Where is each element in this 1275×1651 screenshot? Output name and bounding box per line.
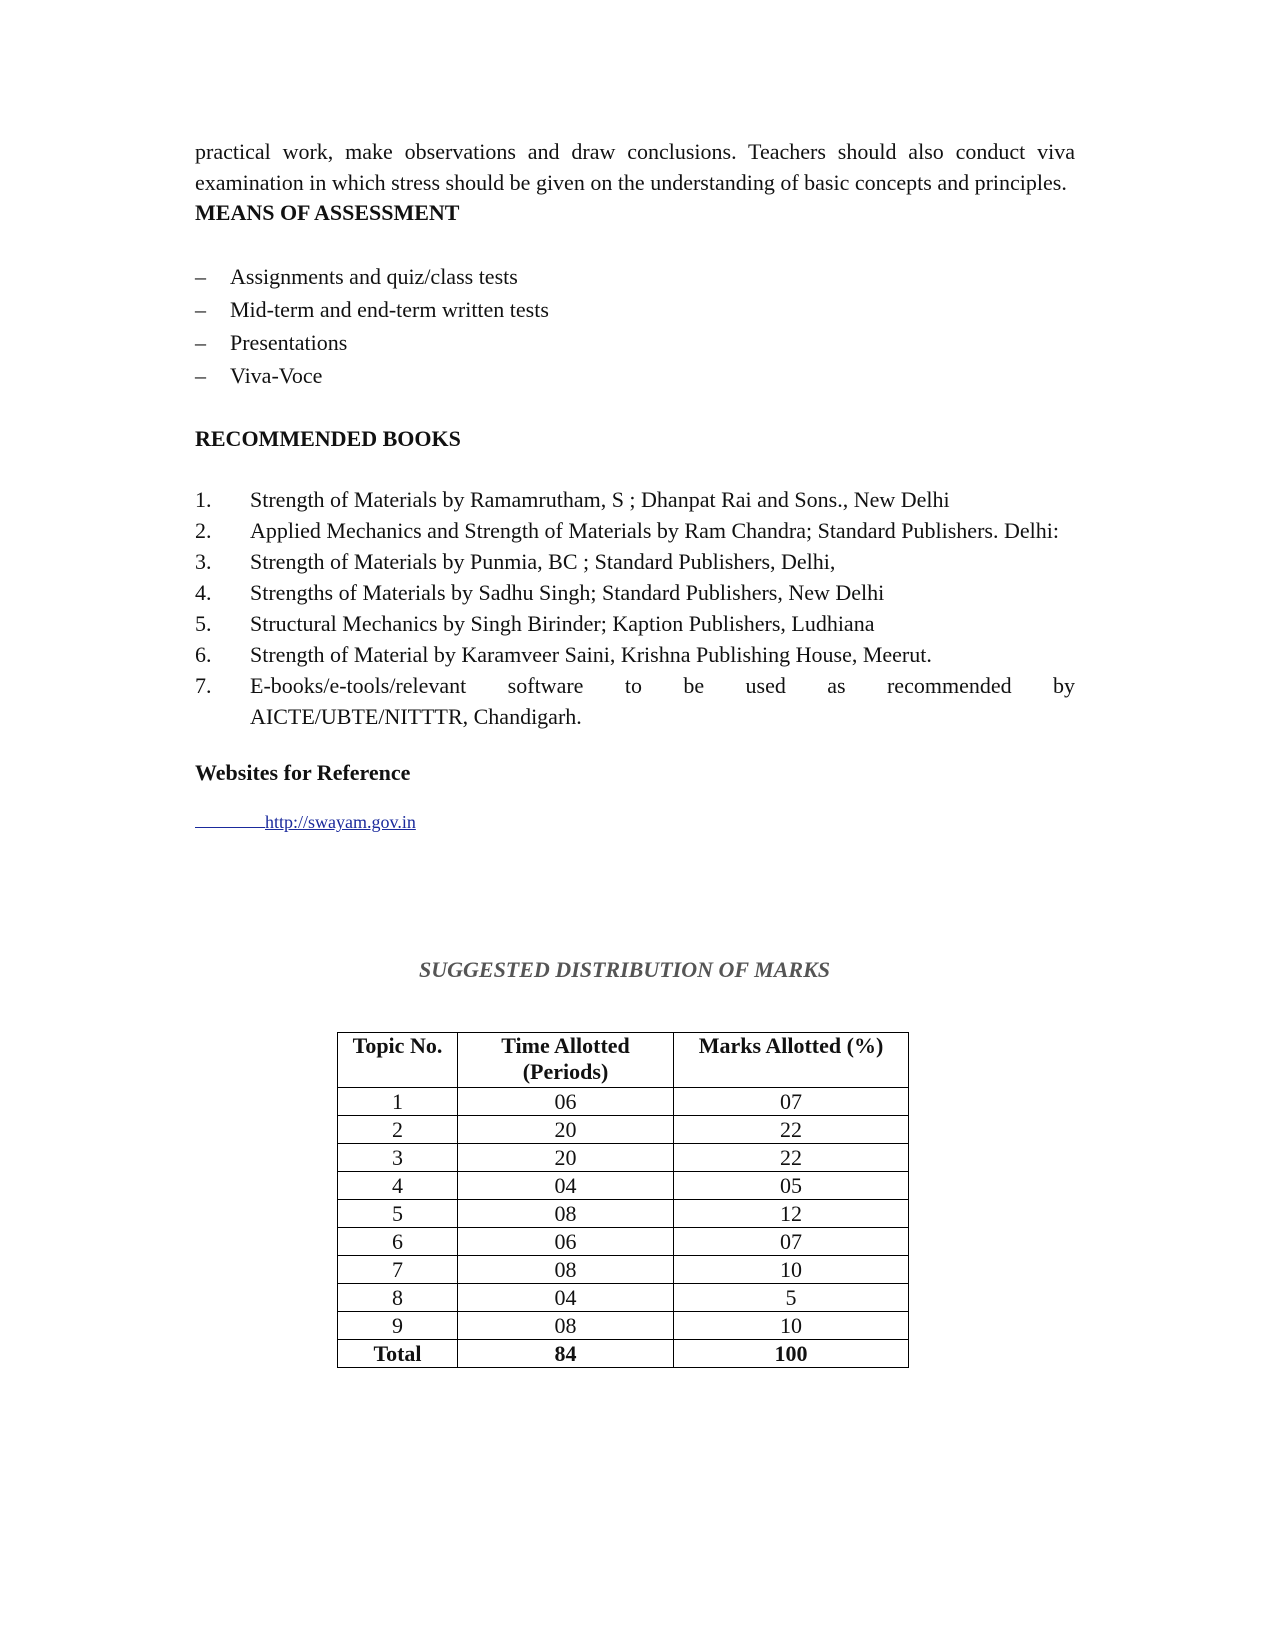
list-item: [195, 515, 1075, 546]
list-item: [195, 293, 1075, 326]
list-item: [195, 326, 1075, 359]
table-row: [338, 1256, 909, 1284]
table-row: [338, 1200, 909, 1228]
cell-time: 08: [458, 1312, 674, 1340]
cell-time: 20: [458, 1144, 674, 1172]
book-number: 5.: [195, 611, 212, 636]
cell-time: 08: [458, 1256, 674, 1284]
book-title: Strength of Materials by Ramamrutham, S ; Dhanpat Rai and Sons., New Delhi: [250, 487, 950, 512]
book-number: 6.: [195, 642, 212, 667]
cell-time: 06: [458, 1088, 674, 1116]
cell-marks: 07: [674, 1228, 909, 1256]
cell-topic: 6: [338, 1228, 458, 1256]
dash-bullet: –: [195, 297, 206, 322]
header-time-line: Time Allotted: [501, 1033, 630, 1058]
cell-topic: 8: [338, 1284, 458, 1312]
website-link-row: [195, 810, 1075, 834]
assessment-item: Presentations: [230, 330, 348, 355]
table-row: [338, 1088, 909, 1116]
cell-marks: 22: [674, 1116, 909, 1144]
dash-bullet: –: [195, 363, 206, 388]
cell-topic: 7: [338, 1256, 458, 1284]
cell-marks: 07: [674, 1088, 909, 1116]
books-heading: RECOMMENDED BOOKS: [195, 426, 461, 451]
book-title-line: AICTE/UBTE/NITTTR, Chandigarh.: [250, 704, 582, 729]
list-item: [195, 608, 1075, 639]
website-link[interactable]: http://swayam.gov.in: [265, 812, 416, 832]
cell-total-marks: 100: [674, 1340, 909, 1368]
table-title: SUGGESTED DISTRIBUTION OF MARKS: [419, 957, 830, 982]
assessment-item: Assignments and quiz/class tests: [230, 264, 518, 289]
cell-marks: 10: [674, 1256, 909, 1284]
table-row: [338, 1144, 909, 1172]
websites-heading: Websites for Reference: [195, 760, 411, 785]
assessment-item: Mid-term and end-term written tests: [230, 297, 549, 322]
book-title: Strength of Materials by Punmia, BC ; Standard Publishers, Delhi,: [250, 549, 836, 574]
book-number: 7.: [195, 673, 212, 698]
cell-marks: 10: [674, 1312, 909, 1340]
table-row: [338, 1228, 909, 1256]
list-item: [195, 260, 1075, 293]
cell-topic: 9: [338, 1312, 458, 1340]
cell-topic: 1: [338, 1088, 458, 1116]
cell-marks: 12: [674, 1200, 909, 1228]
list-item: [195, 639, 1075, 670]
cell-total-label: Total: [338, 1340, 458, 1368]
table-row: [338, 1312, 909, 1340]
cell-topic: 3: [338, 1144, 458, 1172]
book-title: Applied Mechanics and Strength of Materials by Ram Chandra; Standard Publishers. Delhi:: [250, 518, 1059, 543]
list-item: [195, 670, 1075, 732]
cell-topic: 2: [338, 1116, 458, 1144]
cell-topic: 4: [338, 1172, 458, 1200]
book-title: Structural Mechanics by Singh Birinder; Kaption Publishers, Ludhiana: [250, 611, 875, 636]
book-number: 4.: [195, 580, 212, 605]
cell-time: 08: [458, 1200, 674, 1228]
cell-marks: 22: [674, 1144, 909, 1172]
book-number: 3.: [195, 549, 212, 574]
list-item: [195, 546, 1075, 577]
cell-topic: 5: [338, 1200, 458, 1228]
intro-paragraph: practical work, make observations and draw conclusions. Teachers should also conduct viva examination in which stress should be given on the understanding of basic concepts and principles.: [195, 139, 1075, 195]
cell-marks: 5: [674, 1284, 909, 1312]
book-title-line: E-books/e-tools/relevant software to be used as recommended by: [250, 673, 1075, 698]
header-topic: Topic No.: [338, 1033, 458, 1088]
cell-time: 20: [458, 1116, 674, 1144]
assessment-item: Viva-Voce: [230, 363, 323, 388]
header-time-line: (Periods): [522, 1059, 609, 1084]
cell-marks: 05: [674, 1172, 909, 1200]
book-title-block: [250, 670, 1075, 732]
book-title: Strengths of Materials by Sadhu Singh; Standard Publishers, New Delhi: [250, 580, 885, 605]
table-row: [338, 1116, 909, 1144]
cell-time: 04: [458, 1172, 674, 1200]
list-item: [195, 484, 1075, 515]
header-time: [458, 1033, 674, 1088]
assessment-list: [195, 260, 1075, 392]
cell-total-time: 84: [458, 1340, 674, 1368]
dash-bullet: –: [195, 330, 206, 355]
marks-distribution-table: [337, 1032, 909, 1368]
books-list: [195, 484, 1075, 732]
book-title: Strength of Material by Karamveer Saini, Krishna Publishing House, Meerut.: [250, 642, 932, 667]
book-number: 2.: [195, 518, 212, 543]
table-total-row: [338, 1340, 909, 1368]
table-header-row: [338, 1033, 909, 1088]
link-underline-gap: [195, 813, 265, 828]
cell-time: 04: [458, 1284, 674, 1312]
table-row: [338, 1172, 909, 1200]
book-number: 1.: [195, 487, 212, 512]
table-row: [338, 1284, 909, 1312]
list-item: [195, 359, 1075, 392]
document-page: [195, 136, 1075, 834]
list-item: [195, 577, 1075, 608]
dash-bullet: –: [195, 264, 206, 289]
cell-time: 06: [458, 1228, 674, 1256]
header-marks: Marks Allotted (%): [674, 1033, 909, 1088]
assessment-heading: MEANS OF ASSESSMENT: [195, 200, 460, 225]
